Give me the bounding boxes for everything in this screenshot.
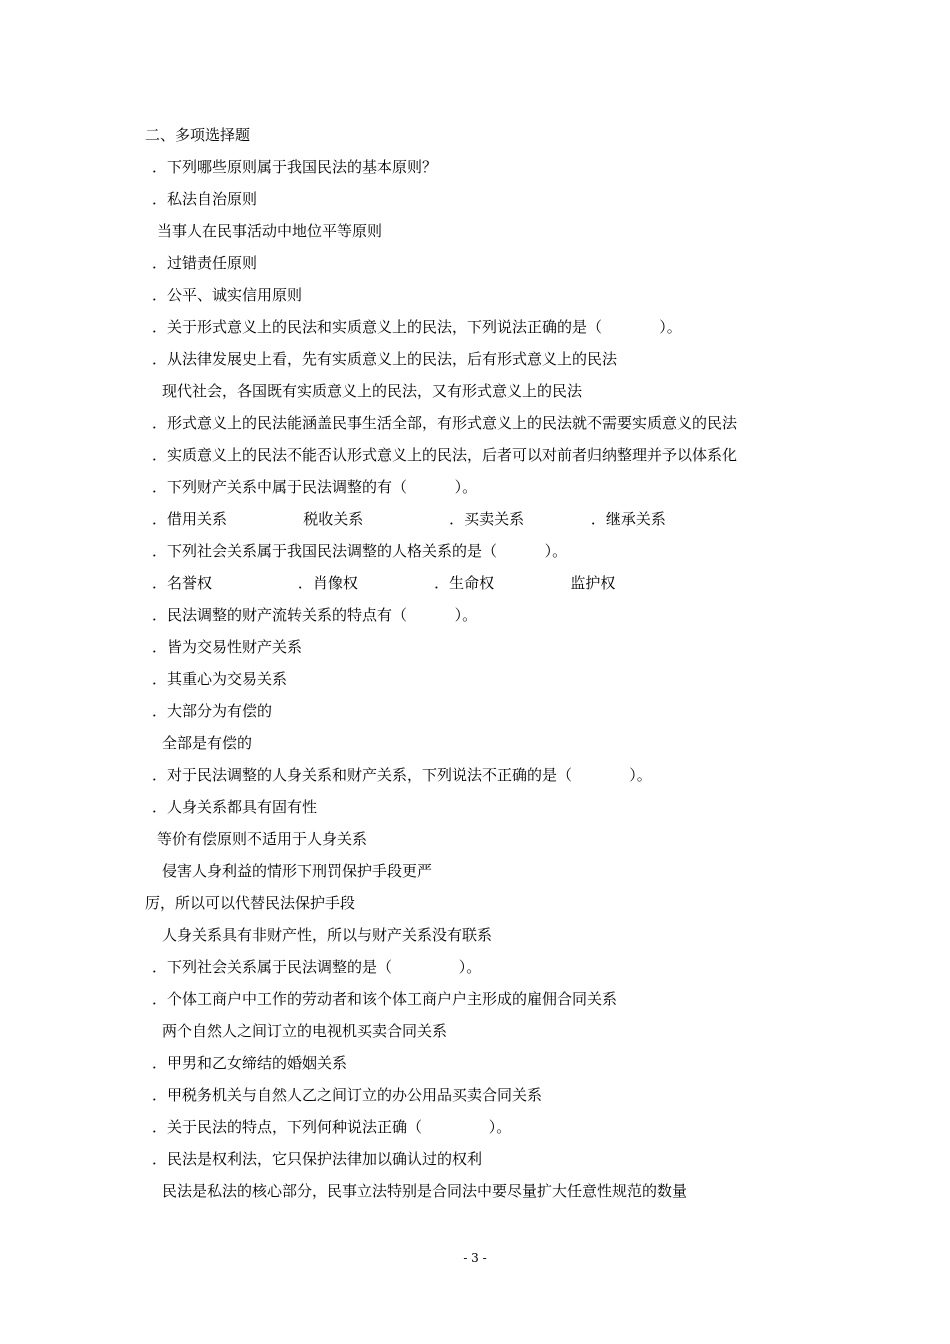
option-line: ．甲税务机关与自然人乙之间订立的办公用品买卖合同关系 [152, 1086, 543, 1104]
option-line: ．其重心为交易关系 [152, 670, 288, 688]
option-line: ．大部分为有偿的 [152, 702, 273, 720]
option-line: 人身关系具有非财产性，所以与财产关系没有联系 [162, 926, 493, 944]
question-line: ．对于民法调整的人身关系和财产关系，下列说法不正确的是（ ）。 [152, 766, 652, 784]
option-line: ．人身关系都具有固有性 [152, 798, 318, 816]
option-line: ．过错责任原则 [152, 254, 258, 272]
option-line: ．民法是权利法，它只保护法律加以确认过的权利 [152, 1150, 483, 1168]
page-number: - 3 - [463, 1251, 487, 1265]
option-line: 等价有偿原则不适用于人身关系 [157, 830, 368, 848]
option-line: 现代社会，各国既有实质意义上的民法，又有形式意义上的民法 [162, 382, 583, 400]
option-line-continuation: 厉，所以可以代替民法保护手段 [145, 894, 356, 912]
question-line: ．下列社会关系属于民法调整的是（ ）。 [152, 958, 482, 976]
options-row: ．借用关系 税收关系 ．买卖关系 ．继承关系 [152, 510, 666, 528]
question-line: ．下列哪些原则属于我国民法的基本原则？ [152, 158, 438, 176]
options-row: ．名誉权 ．肖像权 ．生命权 监护权 [152, 574, 616, 592]
option-line: 全部是有偿的 [162, 734, 253, 752]
option-line: ．从法律发展史上看，先有实质意义上的民法，后有形式意义上的民法 [152, 350, 618, 368]
option-line: ．实质意义上的民法不能否认形式意义上的民法，后者可以对前者归纳整理并予以体系化 [152, 446, 738, 464]
option-line: ．私法自治原则 [152, 190, 258, 208]
option-line: 两个自然人之间订立的电视机买卖合同关系 [162, 1022, 448, 1040]
option-line: 当事人在民事活动中地位平等原则 [157, 222, 383, 240]
question-line: ．关于形式意义上的民法和实质意义上的民法，下列说法正确的是（ ）。 [152, 318, 682, 336]
option-line: 侵害人身利益的情形下刑罚保护手段更严 [162, 862, 433, 880]
question-line: ．下列社会关系属于我国民法调整的人格关系的是（ ）。 [152, 542, 568, 560]
question-line: ．民法调整的财产流转关系的特点有（ ）。 [152, 606, 478, 624]
question-line: ．下列财产关系中属于民法调整的有（ ）。 [152, 478, 478, 496]
section-heading: 二、多项选择题 [145, 126, 251, 144]
option-line: 民法是私法的核心部分，民事立法特别是合同法中要尽量扩大任意性规范的数量 [162, 1182, 688, 1200]
option-line: ．形式意义上的民法能涵盖民事生活全部，有形式意义上的民法就不需要实质意义的民法 [152, 414, 738, 432]
option-line: ．公平、诚实信用原则 [152, 286, 303, 304]
option-line: ．甲男和乙女缔结的婚姻关系 [152, 1054, 348, 1072]
option-line: ．个体工商户中工作的劳动者和该个体工商户户主形成的雇佣合同关系 [152, 990, 618, 1008]
option-line: ．皆为交易性财产关系 [152, 638, 303, 656]
question-line: ．关于民法的特点，下列何种说法正确（ ）。 [152, 1118, 512, 1136]
